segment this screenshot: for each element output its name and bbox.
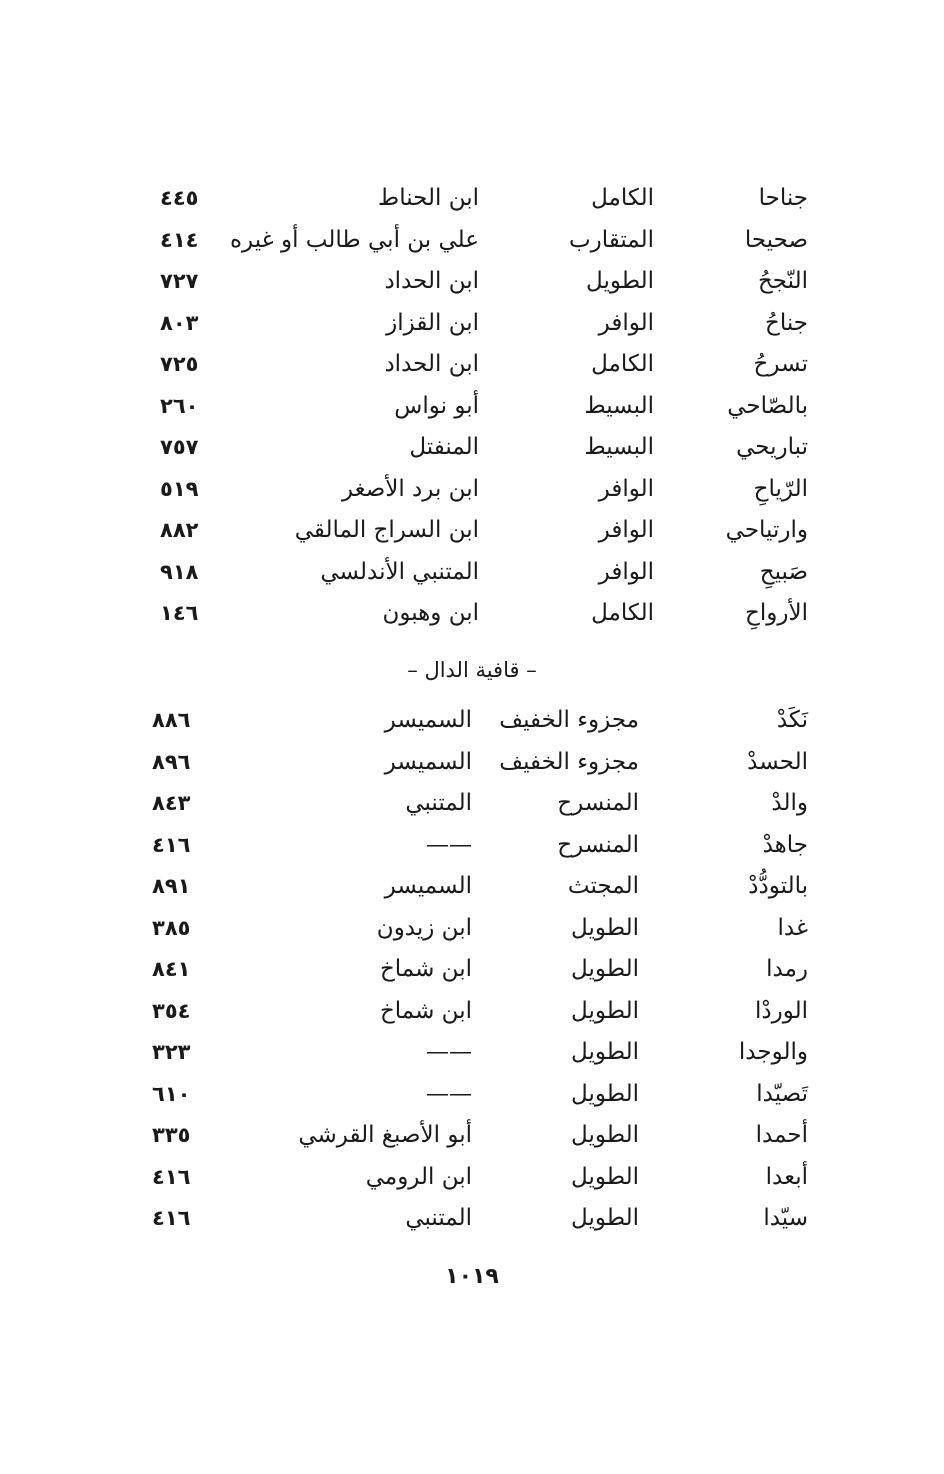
index-row [0,1032,944,1074]
index-row [0,386,944,428]
page-reference: ٧٢٧ [160,269,199,293]
meter-name: الطويل [571,1039,639,1065]
index-row [0,866,944,908]
rhyme-word: الرّياحِ [753,475,808,502]
poet-name: علي بن أبي طالب أو غيره [229,226,479,253]
rhyme-word: تسرحُ [753,351,808,377]
rhyme-word: الأرواحِ [745,600,808,626]
index-row [0,261,944,303]
meter-name: الوافر [598,517,654,543]
page-reference: ٨٩١ [152,874,191,898]
index-row [0,178,944,220]
poet-name: المتنبي الأندلسي [320,558,479,585]
rhyme-word: أبعدا [765,1163,808,1190]
meter-name: الطويل [571,997,639,1024]
rhyme-word: أحمدا [755,1122,808,1148]
page-reference: ٥١٩ [160,476,199,501]
meter-name: الطويل [571,1163,639,1190]
meter-name: الطويل [571,1080,639,1107]
index-row [0,700,944,742]
poet-name: ابن وهبون [382,600,479,626]
meter-name: الطويل [571,1205,639,1231]
rhyme-word: جناحُ [764,309,808,336]
rhyme-word: والدْ [771,790,808,816]
poet-name: ابن زيدون [376,914,472,941]
rhyme-word: رمدا [766,956,808,982]
index-row [0,908,944,950]
rhyme-word: الحسدْ [747,748,808,775]
index-row [0,552,944,594]
index-row [0,783,944,825]
meter-name: البسيط [584,392,654,419]
rhyme-word: سيّدا [763,1205,808,1231]
index-row [0,593,944,635]
poet-name: السميسر [384,707,472,733]
meter-name: المنسرح [557,831,639,858]
index-row [0,220,944,262]
page-reference: ٨٩٦ [152,749,191,774]
poet-name: أبو نواس [394,392,479,419]
page-reference: ٧٥٧ [160,435,199,459]
page-reference: ٣٥٤ [152,998,191,1023]
poet-name: ابن شماخ [379,956,472,982]
meter-name: المتقارب [568,226,654,253]
rhyme-word: الوردْا [754,997,808,1024]
rhyme-word: جاهدْ [762,831,808,858]
rhyme-index-section-ha [0,178,944,635]
page-reference: ٩١٨ [160,559,199,584]
rhyme-word: بالتودُّدْ [748,873,808,899]
rhyme-word: جناحا [758,185,808,211]
meter-name: مجزوء الخفيف [499,748,639,775]
meter-name: المجتث [567,873,639,899]
page-reference: ٣٨٥ [152,915,191,940]
index-row [0,469,944,511]
meter-name: الطويل [586,268,654,294]
poet-name: —— [426,831,472,858]
poet-name: ابن القزاز [386,309,479,336]
meter-name: الوافر [598,558,654,585]
meter-name: البسيط [584,434,654,460]
page-reference: ٨٨٦ [152,708,191,732]
page-number: ١٠١٩ [445,1264,499,1289]
rhyme-word: والوجدا [738,1039,808,1065]
rhyme-word: صحيحا [744,226,808,253]
poet-name: السميسر [384,748,472,775]
poet-name: ابن الحداد [384,351,479,377]
index-row [0,303,944,345]
meter-name: الكامل [591,185,654,211]
poet-name: ابن السراج المالقي [294,517,479,543]
page-reference: ٤١٦ [152,832,191,857]
section-heading-dal: – قافية الدال – [407,658,537,682]
index-row [0,344,944,386]
index-row [0,1074,944,1116]
meter-name: الوافر [598,309,654,336]
poet-name: ابن الحناط [377,185,479,211]
poet-name: المتنبي [405,790,472,816]
page-reference: ٤٤٥ [160,186,199,210]
poet-name: ابن شماخ [379,997,472,1024]
page-reference: ٦١٠ [152,1081,191,1106]
rhyme-word: بالصّاحي [727,392,808,419]
page-reference: ١٤٦ [160,601,199,625]
page-reference: ٤١٤ [160,227,199,252]
page-reference: ٣٣٥ [152,1123,191,1147]
rhyme-word: نَكَدْ [776,707,808,733]
poet-name: ابن برد الأصغر [341,475,479,502]
page-reference: ٢٦٠ [160,393,199,418]
page-reference: ٤١٦ [152,1164,191,1189]
index-row [0,510,944,552]
poet-name: ابن الحداد [384,268,479,294]
index-row [0,1198,944,1240]
meter-name: الطويل [571,914,639,941]
index-row [0,949,944,991]
index-row [0,991,944,1033]
page-reference: ٨٠٣ [160,310,199,335]
meter-name: مجزوء الخفيف [499,707,639,733]
meter-name: المنسرح [557,790,639,816]
page-reference: ٨٨٢ [160,518,199,542]
poet-name: السميسر [384,873,472,899]
page-reference: ٨٤٣ [152,791,191,815]
meter-name: الطويل [571,1122,639,1148]
poet-name: أبو الأصبغ القرشي [298,1122,472,1148]
meter-name: الكامل [591,600,654,626]
poet-name: —— [426,1039,472,1065]
meter-name: الطويل [571,956,639,982]
index-row [0,1157,944,1199]
page-reference: ٣٢٣ [152,1040,191,1064]
page-reference: ٨٤١ [152,957,191,981]
rhyme-word: تَصيّدا [756,1080,808,1107]
index-row [0,742,944,784]
rhyme-word: صَبيحِ [759,558,808,585]
rhyme-index-section-dal [0,700,944,1240]
meter-name: الوافر [598,475,654,502]
index-row [0,427,944,469]
rhyme-word: تباريحي [736,434,808,460]
poet-name: —— [426,1080,472,1107]
rhyme-word: النّجحُ [757,268,808,294]
page-reference: ٧٢٥ [160,352,199,376]
page-reference: ٤١٦ [152,1206,191,1230]
index-row [0,825,944,867]
meter-name: الكامل [591,351,654,377]
rhyme-word: وارتياحي [725,517,808,543]
rhyme-word: غدا [777,914,808,941]
index-row [0,1115,944,1157]
poet-name: المنفتل [409,434,479,460]
poet-name: ابن الرومي [365,1163,472,1190]
poet-name: المتنبي [405,1205,472,1231]
